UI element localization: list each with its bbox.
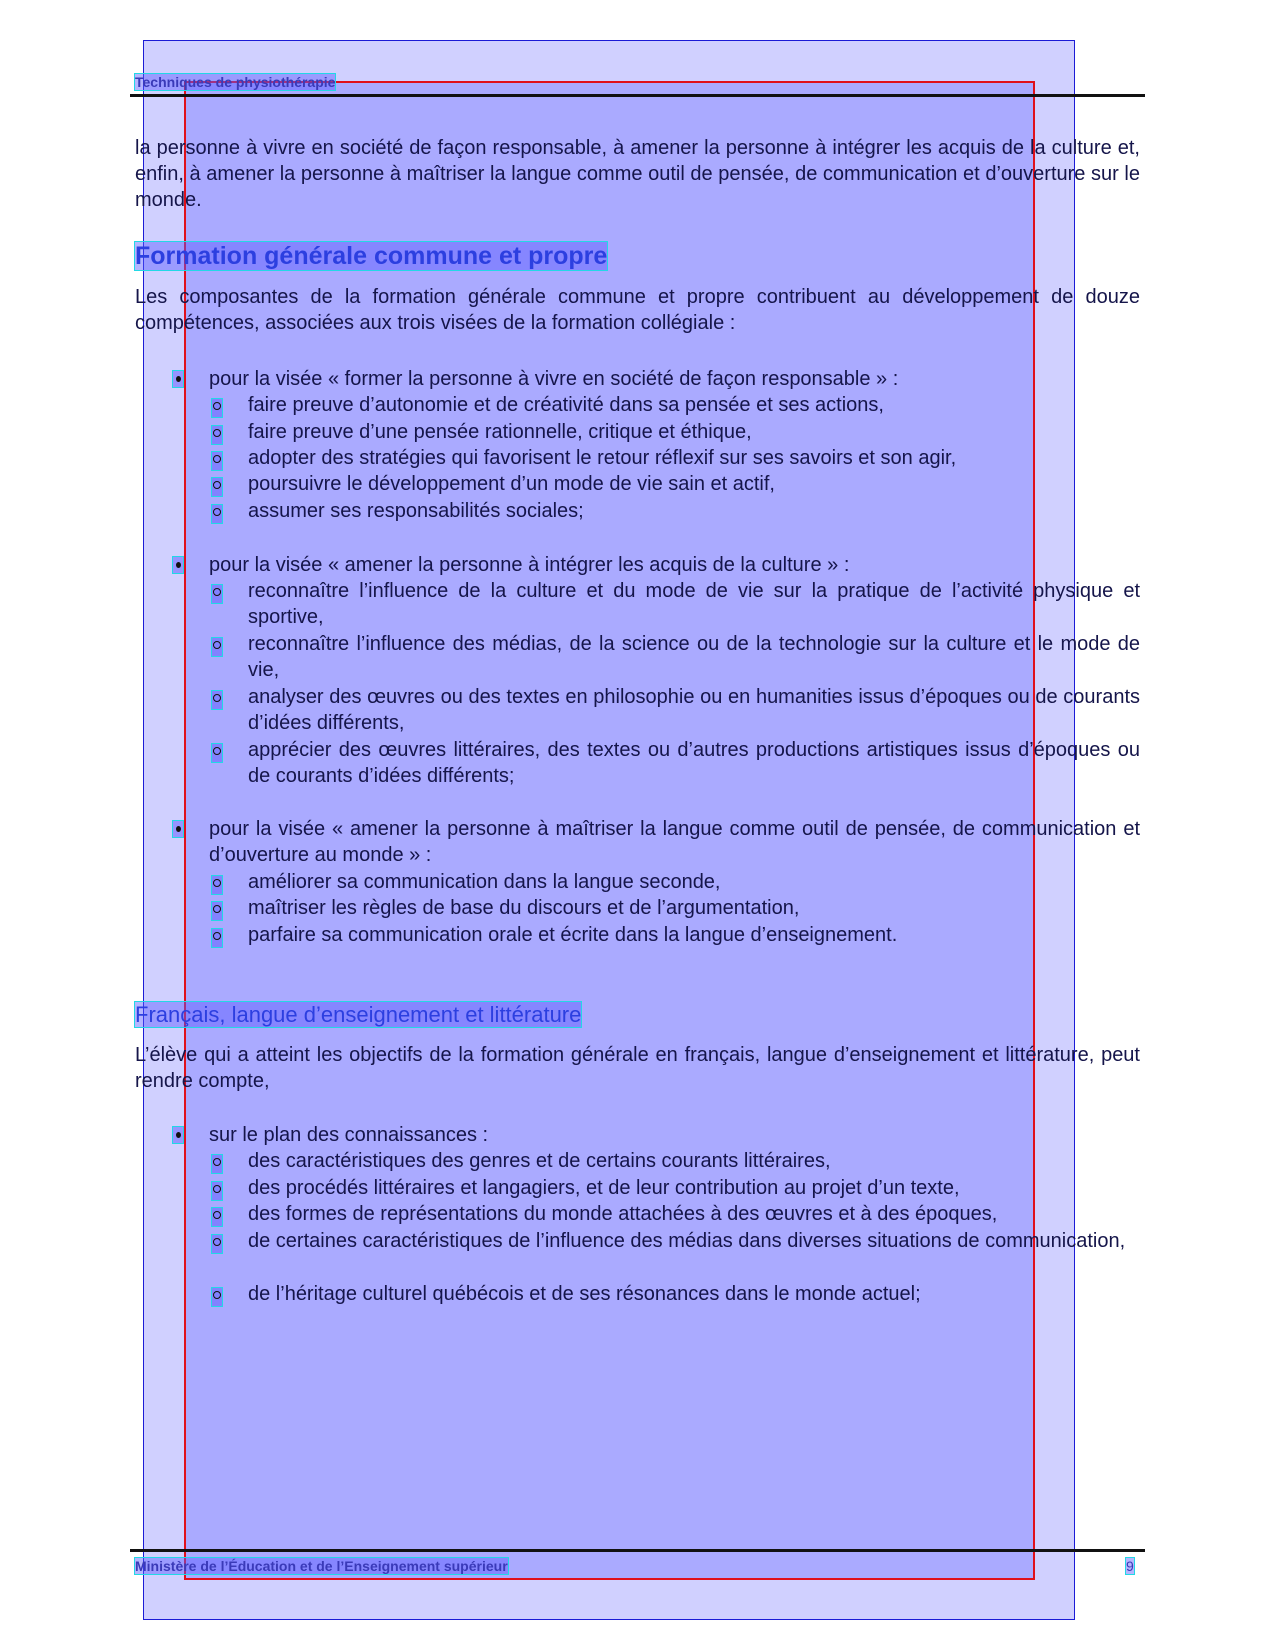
- sub-bullet-text: poursuivre le développement d’un mode de vie sain et actif,: [248, 473, 775, 495]
- circle-bullet-icon: [212, 399, 222, 417]
- section-heading-formation: Formation générale commune et propre: [135, 242, 608, 270]
- bullet-dot-icon: [176, 562, 181, 568]
- sub-bullet-text: reconnaître l’influence des médias, de la science ou de la technologie sur la culture et le mode de vie,: [248, 633, 1140, 681]
- sub-bullet-text: des formes de représentations du monde attachées à des œuvres et à des époques,: [248, 1203, 998, 1225]
- sub-bullet-text: faire preuve d’autonomie et de créativité dans sa pensée et ses actions,: [248, 394, 884, 416]
- section1-paragraph: Les composantes de la formation générale commune et propre contribuent au développement de douze compétences, associées aux trois visées de la formation collégiale :: [135, 286, 1140, 334]
- sub-bullet-text: de l’héritage culturel québécois et de ses résonances dans le monde actuel;: [248, 1283, 921, 1305]
- sub-bullet-text: des caractéristiques des genres et de certains courants littéraires,: [248, 1150, 831, 1172]
- circle-bullet-icon: [212, 1182, 222, 1200]
- sub-bullet-text: apprécier des œuvres littéraires, des textes ou d’autres productions artistiques issus d’époques ou de courants d’idées différents;: [248, 739, 1140, 787]
- running-header: [135, 74, 335, 90]
- bullet-dot-icon: [176, 376, 181, 382]
- bullet-text: pour la visée « amener la personne à intégrer les acquis de la culture » :: [209, 554, 850, 576]
- circle-bullet-icon: [212, 505, 222, 523]
- circle-bullet-icon: [212, 1155, 222, 1173]
- page-number: 9: [1126, 1558, 1134, 1574]
- running-header-text: Techniques de physiothérapie: [135, 74, 336, 90]
- intro-paragraph: la personne à vivre en société de façon responsable, à amener la personne à intégrer les acquis de la culture et, enfin, à amener la personne à maîtriser la langue comme outil de pensée, de communication et d’ouverture sur le monde.: [135, 137, 1140, 211]
- circle-bullet-icon: [212, 426, 222, 444]
- section-heading-francais: Français, langue d’enseignement et littérature: [135, 1002, 582, 1027]
- sub-bullet-text: adopter des stratégies qui favorisent le retour réflexif sur ses savoirs et son agir,: [248, 447, 957, 469]
- bullet-dot-icon: [176, 826, 181, 832]
- circle-bullet-icon: [212, 744, 222, 762]
- footer-rule: [130, 1549, 1145, 1552]
- sub-bullet-text: analyser des œuvres ou des textes en philosophie ou en humanities issus d’époques ou de courants d’idées différents,: [248, 686, 1140, 734]
- sub-bullet-text: maîtriser les règles de base du discours et de l’argumentation,: [248, 897, 800, 919]
- sub-bullet-text: assumer ses responsabilités sociales;: [248, 500, 584, 522]
- bullet-text: sur le plan des connaissances :: [209, 1124, 489, 1146]
- circle-bullet-icon: [212, 876, 222, 894]
- sub-bullet-text: améliorer sa communication dans la langue seconde,: [248, 871, 721, 893]
- bullet-text: pour la visée « former la personne à vivre en société de façon responsable » :: [209, 368, 899, 390]
- circle-bullet-icon: [212, 691, 222, 709]
- footer-ministry: Ministère de l’Éducation et de l’Enseignement supérieur: [135, 1558, 508, 1574]
- circle-bullet-icon: [212, 638, 222, 656]
- circle-bullet-icon: [212, 902, 222, 920]
- circle-bullet-icon: [212, 929, 222, 947]
- circle-bullet-icon: [212, 452, 222, 470]
- circle-bullet-icon: [212, 1235, 222, 1253]
- sub-bullet-text: faire preuve d’une pensée rationnelle, critique et éthique,: [248, 421, 752, 443]
- sub-bullet-text: de certaines caractéristiques de l’influence des médias dans diverses situations de communication,: [248, 1230, 1126, 1252]
- circle-bullet-icon: [212, 1288, 222, 1306]
- bullet-text: pour la visée « amener la personne à maîtriser la langue comme outil de pensée, de communication et d’ouverture au monde » :: [209, 818, 1140, 866]
- sub-bullet-text: reconnaître l’influence de la culture et du mode de vie sur la pratique de l’activité physique et sportive,: [248, 580, 1140, 628]
- sub-bullet-text: parfaire sa communication orale et écrite dans la langue d’enseignement.: [248, 924, 898, 946]
- header-rule: [130, 94, 1145, 97]
- circle-bullet-icon: [212, 478, 222, 496]
- sub-bullet-text: des procédés littéraires et langagiers, et de leur contribution au projet d’un texte,: [248, 1177, 960, 1199]
- circle-bullet-icon: [212, 1208, 222, 1226]
- bullet-dot-icon: [176, 1132, 181, 1138]
- circle-bullet-icon: [212, 585, 222, 603]
- section2-paragraph: L’élève qui a atteint les objectifs de la formation générale en français, langue d’enseignement et littérature, peut rendre compte,: [135, 1044, 1140, 1092]
